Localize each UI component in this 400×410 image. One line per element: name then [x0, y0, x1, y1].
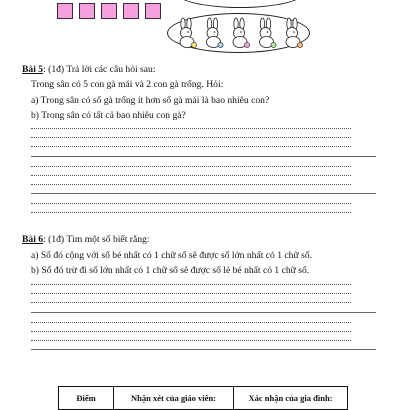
answer-line[interactable]	[31, 302, 351, 303]
rabbit-icon	[286, 18, 303, 48]
answer-line[interactable]	[31, 331, 351, 332]
answer-line[interactable]	[31, 284, 351, 285]
bai6-question-b: b) Số đó trừ đi số lớn nhất có 1 chữ số sẽ được số lẻ bé nhất có 1 chữ số.	[31, 265, 310, 276]
bai5-question-b: b) Trong sân có tất cả bao nhiêu con gà?	[31, 110, 186, 121]
bai5-title: Bài 5	[22, 64, 44, 75]
answer-line[interactable]	[31, 184, 351, 185]
answer-rule	[31, 193, 376, 194]
answer-rule	[31, 312, 376, 313]
rabbit-icon	[207, 18, 224, 48]
pink-square	[101, 3, 117, 19]
pink-square	[145, 3, 161, 19]
bai5-points: : (1đ) Trả lời các câu hỏi sau:	[43, 64, 156, 75]
pink-square	[123, 3, 139, 19]
bai5-question-a: a) Trong sân có số gà trống ít hơn số gà mái là bao nhiêu con?	[31, 95, 270, 106]
rabbit-group	[167, 13, 310, 53]
family-confirm-header: Xác nhận của gia đình:	[234, 387, 348, 410]
answer-line[interactable]	[31, 203, 351, 204]
bai6-points: : (1đ) Tìm một số biết rằng:	[43, 234, 150, 245]
pink-square	[79, 3, 95, 19]
rabbits-illustration	[168, 14, 311, 54]
teacher-comment-header: Nhận xét của giáo viên:	[114, 387, 234, 410]
header-squares	[0, 0, 160, 24]
answer-rule	[31, 349, 376, 350]
pink-square	[57, 3, 73, 19]
bai5-line1: Trong sân có 5 con gà mái và 2 con gà trống. Hỏi:	[31, 79, 224, 90]
answer-line[interactable]	[31, 175, 351, 176]
answer-line[interactable]	[31, 128, 351, 129]
grade-table-header-row	[59, 387, 348, 410]
top-ellipse-group	[175, 0, 305, 8]
answer-rule	[31, 156, 376, 157]
answer-line[interactable]	[31, 166, 351, 167]
answer-line[interactable]	[31, 293, 351, 294]
rabbit-icon	[260, 18, 277, 48]
rabbit-icon	[233, 18, 250, 48]
answer-line[interactable]	[31, 146, 351, 147]
bai5-heading	[22, 64, 156, 75]
rabbit-icon	[180, 18, 197, 48]
answer-line[interactable]	[31, 322, 351, 323]
bai6-title: Bài 6	[22, 234, 44, 245]
answer-line[interactable]	[31, 137, 351, 138]
answer-line[interactable]	[31, 340, 351, 341]
bai6-heading	[22, 234, 149, 245]
grade-table	[58, 386, 348, 410]
score-header: Điểm	[59, 387, 114, 410]
bai6-question-a: a) Số đó cộng với số bé nhất có 1 chữ số sẽ được số lớn nhất có 1 chữ số.	[31, 250, 313, 261]
answer-line[interactable]	[31, 212, 351, 213]
